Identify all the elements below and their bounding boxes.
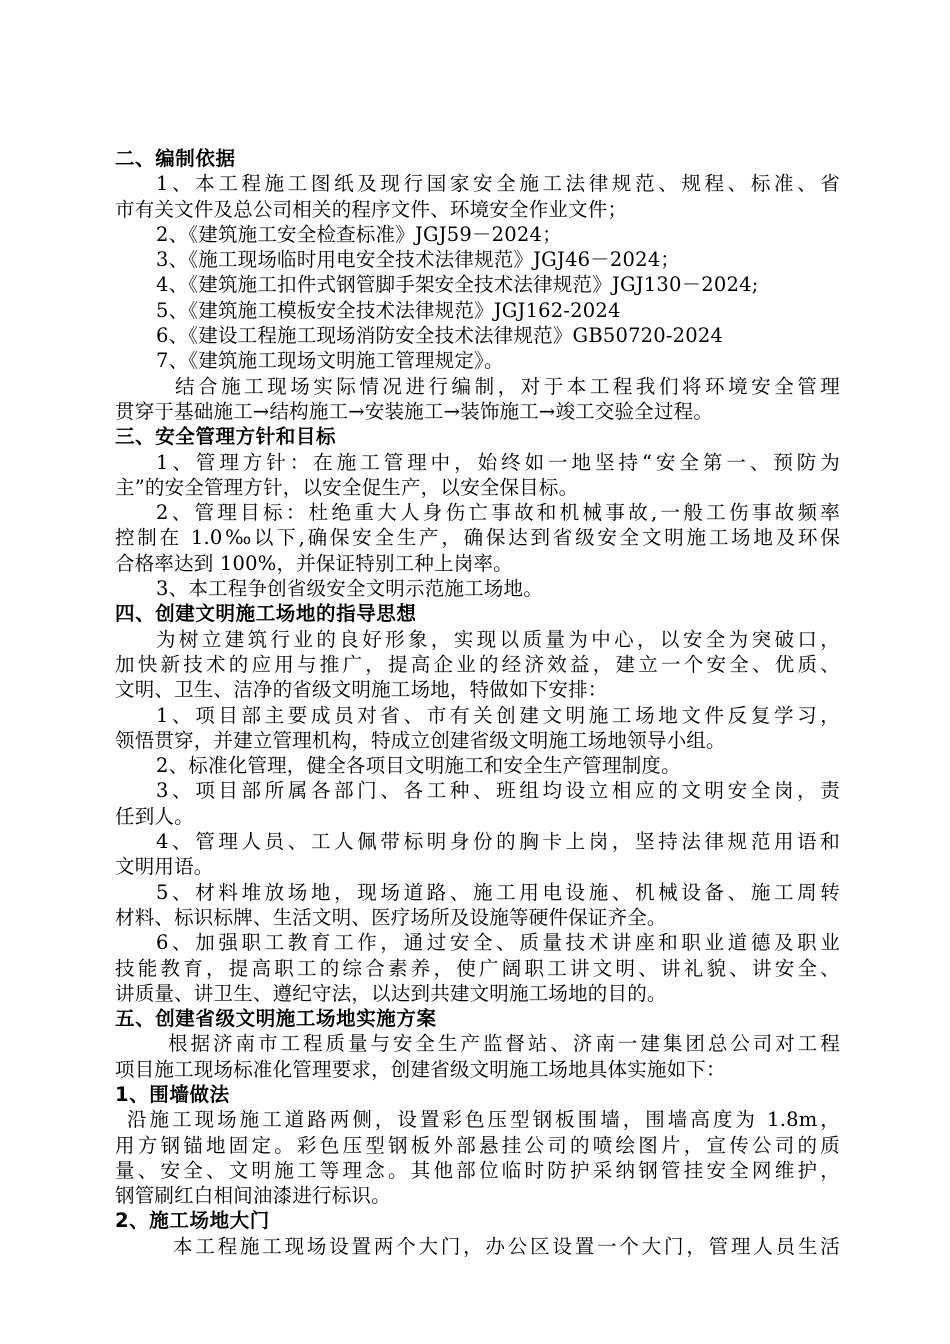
paragraph-line: 沿施工现场施工道路两侧，设置彩色压型钢板围墙，围墙高度为 1.8m， [127,1108,840,1132]
paragraph-line: 根据济南市工程质量与安全生产监督站、济南一建集团总公司对工程 [168,1032,840,1056]
paragraph-line: 技能教育，提高职工的综合素养，使广阔职工讲文明、讲礼貌、讲安全、 [115,956,840,980]
section-heading-policy: 三、安全管理方针和目标 [115,425,337,449]
paragraph-line: 2、标准化管理，健全各项目文明施工和安全生产管理制度。 [156,754,681,778]
paragraph-line: 本工程施工现场设置两个大门，办公区设置一个大门，管理人员生活 [173,1234,840,1258]
paragraph-line: 6、加强职工教育工作，通过安全、质量技术讲座和职业道德及职业 [156,931,840,955]
paragraph-line: 4、管理人员、工人佩带标明身份的胸卡上岗，坚持法律规范用语和 [156,830,840,854]
paragraph-line: 主”的安全管理方针，以安全促生产，以安全保目标。 [115,475,579,499]
paragraph-line: 讲质量、讲卫生、遵纪守法，以达到共建文明施工场地的目的。 [115,981,667,1005]
standard-list-item: 7、《建筑施工现场文明施工管理规定》。 [156,349,504,373]
section-heading-plan: 五、创建省级文明施工场地实施方案 [115,1007,437,1031]
standard-list-item: 5、《建筑施工模板安全技术法律规范》JGJ162-2024 [156,298,621,322]
paragraph-line: 项目施工现场标准化管理要求，创建省级文明施工场地具体实施如下： [115,1057,726,1081]
standard-list-item: 2、《建筑施工安全检查标准》JGJ59－2024； [156,222,562,246]
paragraph-line: 结合施工现场实际情况进行编制，对于本工程我们将环境安全管理 [175,374,840,398]
paragraph-line: 贯穿于基础施工→结构施工→安装施工→装饰施工→竣工交验全过程。 [115,399,714,423]
paragraph-line: 5、材料堆放场地，现场道路、施工用电设施、机械设备、施工周转 [156,880,840,904]
paragraph-line: 为树立建筑行业的良好形象，实现以质量为中心，以安全为突破口， [156,627,840,651]
document-body [115,146,840,1259]
paragraph-line: 用方钢锚地固定。彩色压型钢板外部悬挂公司的喷绘图片，宣传公司的质 [115,1133,840,1157]
paragraph-line: 1、管理方针：在施工管理中，始终如一地坚持“安全第一、预防为 [156,450,840,474]
paragraph-line: 1、本工程施工图纸及现行国家安全施工法律规范、规程、标准、省 [156,172,840,196]
paragraph-line: 钢管刷红白相间油漆进行标识。 [115,1184,391,1208]
paragraph-line: 量、安全、文明施工等理念。其他部位临时防护采纳钢管挂安全网维护， [115,1158,840,1182]
subheading-wall: 1、围墙做法 [115,1082,230,1106]
paragraph-line: 任到人。 [115,804,194,828]
section-heading-basis: 二、编制依据 [115,147,236,170]
paragraph-line: 加快新技术的应用与推广，提高企业的经济效益，建立一个安全、优质、 [115,652,840,676]
paragraph-line: 2、管理目标：杜绝重大人身伤亡事故和机械事故,一般工伤事故频率 [156,501,840,525]
standard-list-item: 4、《建筑施工扣件式钢管脚手架安全技术法律规范》JGJ130－2024; [156,273,759,297]
paragraph-line: 3、本工程争创省级安全文明示范施工场地。 [156,577,543,601]
paragraph-line: 1、项目部主要成员对省、市有关创建文明施工场地文件反复学习， [156,703,840,727]
paragraph-line: 文明、卫生、洁净的省级文明施工场地，特做如下安排： [115,678,608,702]
paragraph-line: 3、项目部所属各部门、各工种、班组均设立相应的文明安全岗，责 [156,779,840,803]
subheading-gate: 2、施工场地大门 [115,1209,270,1233]
section-heading-guidance: 四、创建文明施工场地的指导思想 [115,602,417,626]
paragraph-line: 合格率达到 100%，并保证特别工种上岗率。 [115,551,513,575]
standard-list-item: 6、《建设工程施工现场消防安全技术法律规范》GB50720-2024 [156,324,724,348]
paragraph-line: 控制在 1.0‰以下,确保安全生产，确保达到省级安全文明施工场地及环保 [115,526,840,550]
paragraph-line: 材料、标识标牌、生活文明、医疗场所及设施等硬件保证齐全。 [115,905,667,929]
paragraph-line: 市有关文件及总公司相关的程序文件、环境安全作业文件； [115,197,628,221]
standard-list-item: 3、《施工现场临时用电安全技术法律规范》JGJ46－2024； [156,248,681,272]
paragraph-line: 文明用语。 [115,855,214,879]
paragraph-line: 领悟贯穿，并建立管理机构，特成立创建省级文明施工场地领导小组。 [115,728,726,752]
